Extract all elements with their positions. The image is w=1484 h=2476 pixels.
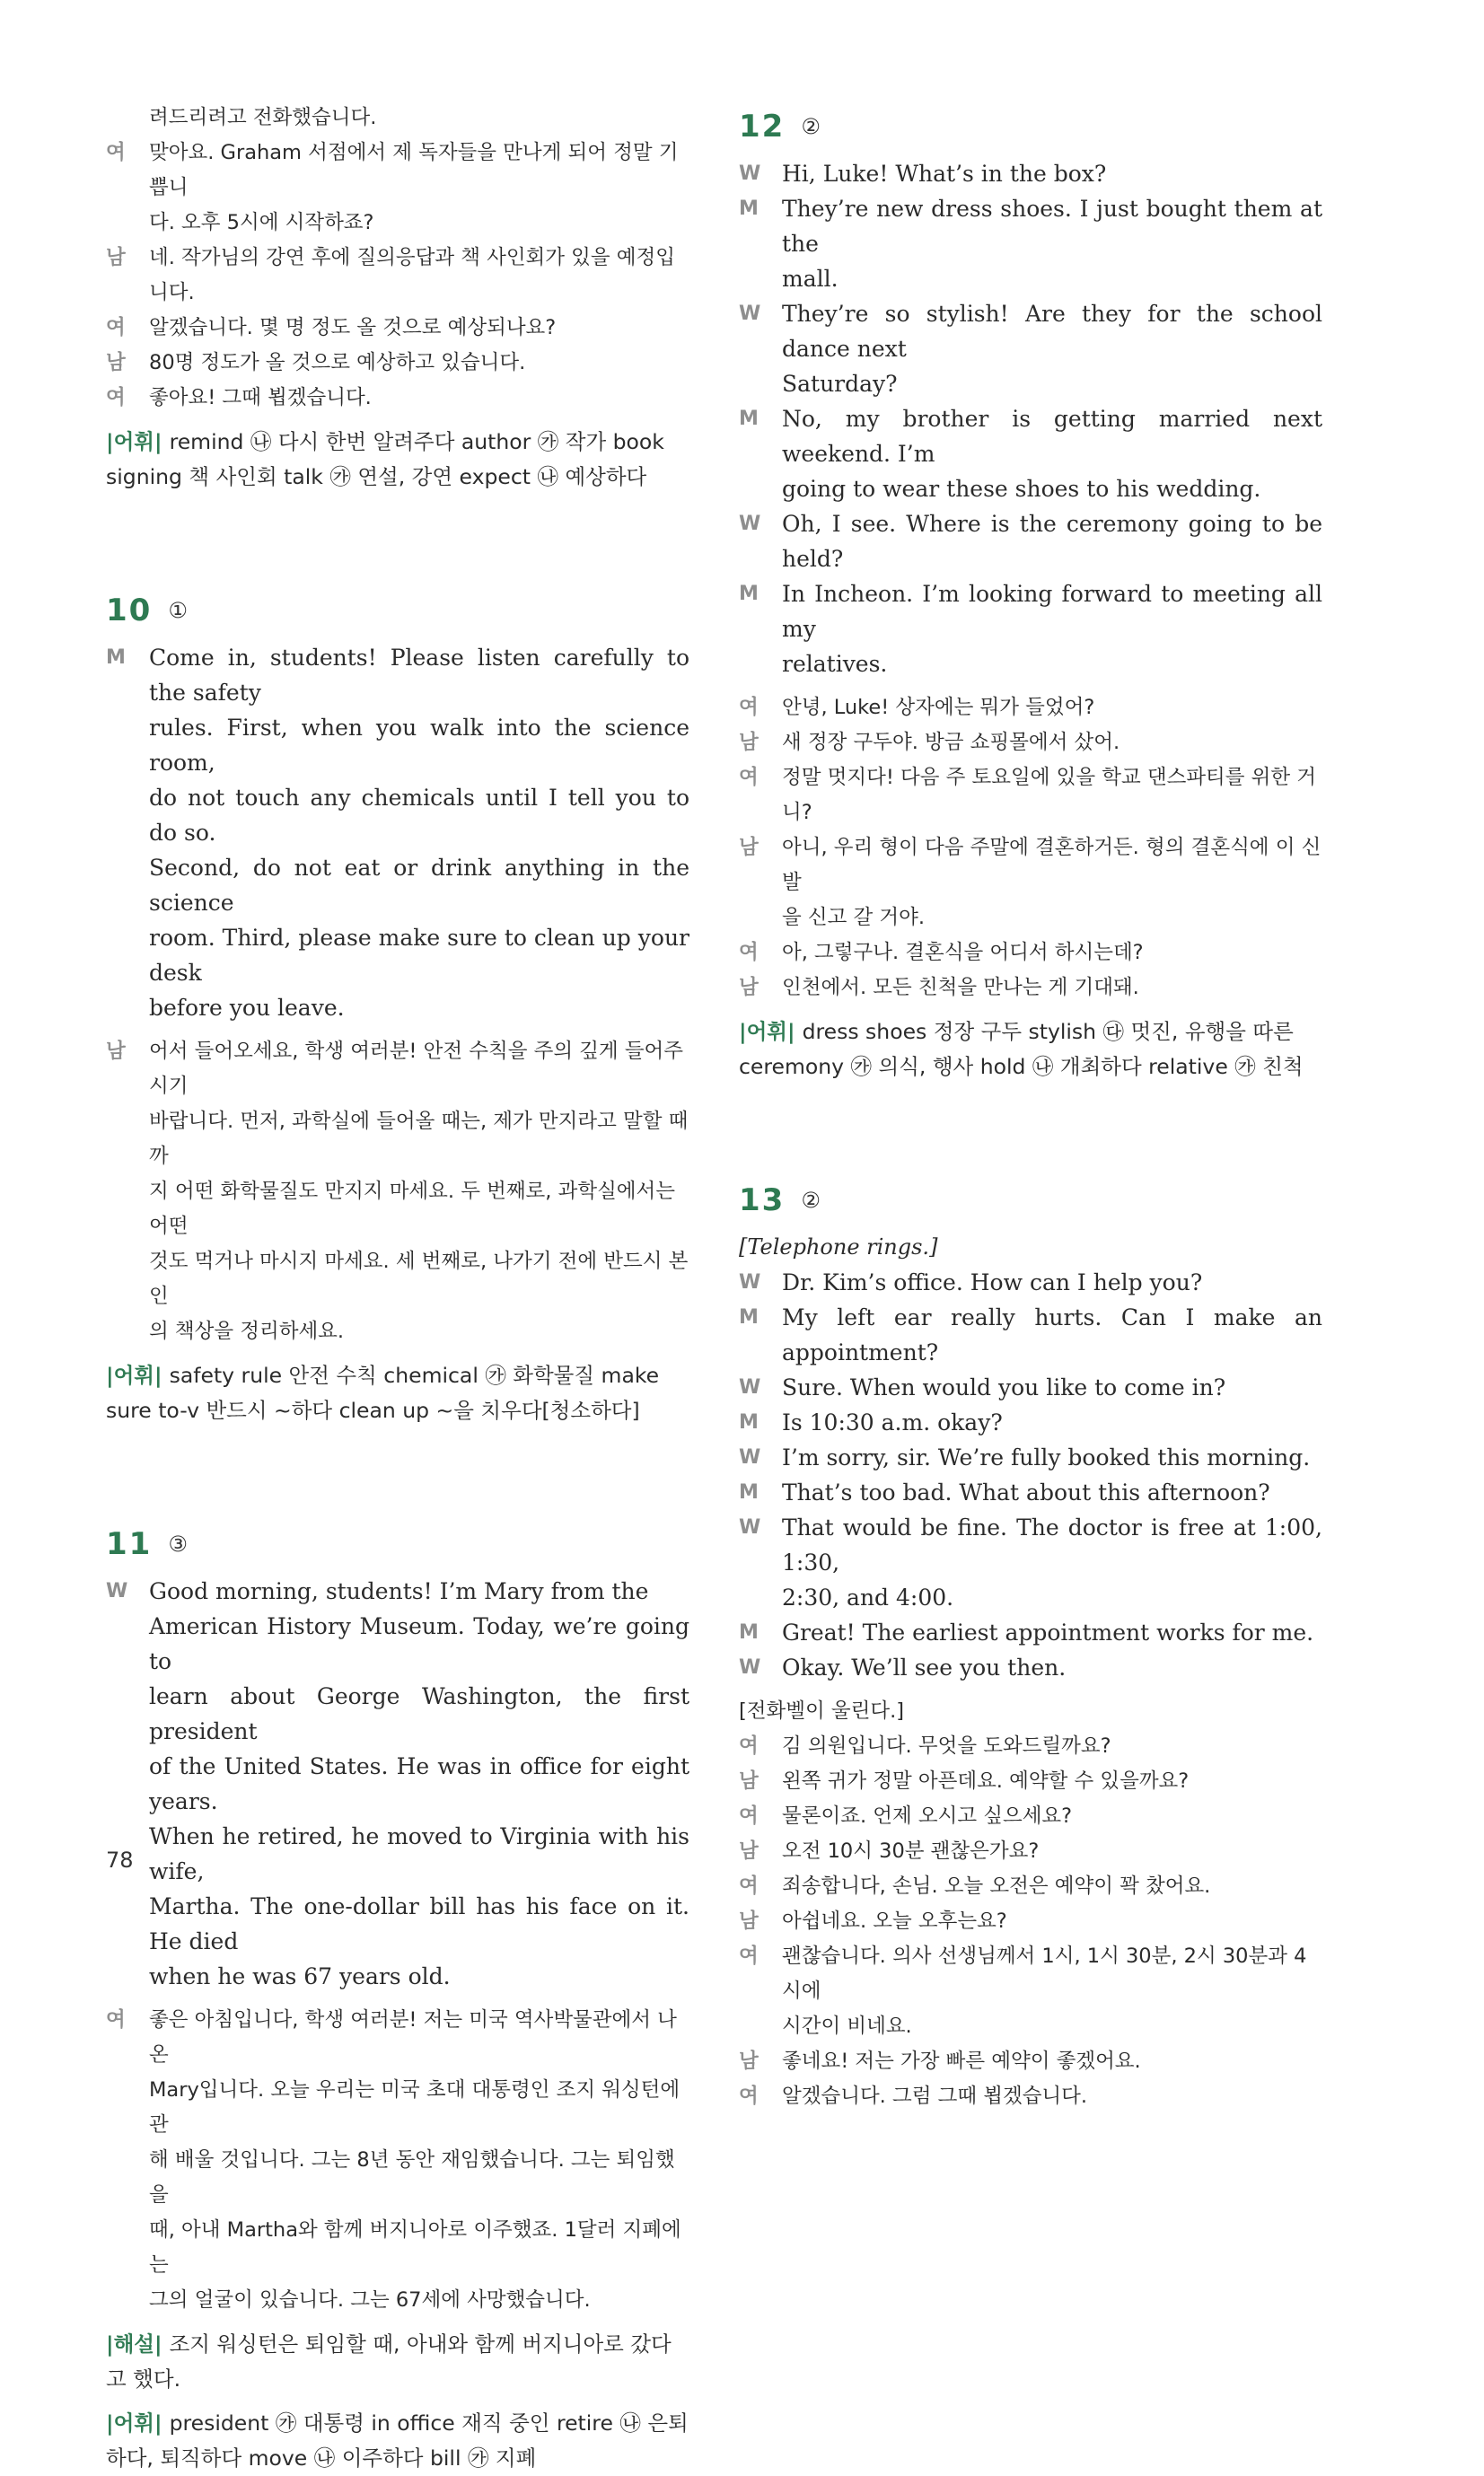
vocabulary-note [739,1014,1322,1084]
speaker-label: M [739,583,759,605]
dialogue-line [739,471,1322,506]
speaker-label: W [739,162,761,185]
line-text: 왼쪽 귀가 정말 아픈데요. 예약할 수 있을까요? [782,1769,1190,1793]
dialogue-line [739,1729,1322,1764]
vocab-text: 하다, 퇴직하다 move ㉯ 이주하다 bill ㉮ 지폐 [106,2445,537,2471]
line-text: 좋은 아침입니다, 학생 여러분! 저는 미국 역사박물관에서 나온 [149,2008,677,2067]
explanation-tag: |해설| [106,2331,162,2357]
vocab-text: president ㉮ 대통령 in office 재직 중인 retire ㉯ 은퇴 [169,2410,689,2436]
speaker-label: 남 [106,1040,126,1063]
dialogue-line [106,1749,689,1819]
vocabulary-note [106,1358,689,1428]
dialogue-line [106,1574,689,1609]
dialogue-line [106,1244,689,1314]
dialogue-line [739,1405,1322,1440]
speaker-label: M [739,408,759,430]
dialogue-line [739,1370,1322,1405]
line-text: 알겠습니다. 그럼 그때 뵙겠습니다. [782,2085,1088,2108]
dialogue-line [106,1819,689,1889]
answer-mark: ① [168,598,188,623]
dialogue-line [739,1869,1322,1904]
line-text: American History Museum. Today, we’re going to [149,1613,689,1674]
line-text: Hi, Luke! What’s in the box? [782,161,1107,187]
line-text: 것도 먹거나 마시지 마세요. 세 번째로, 나가기 전에 반드시 본인 [149,1250,689,1308]
vocab-text: dress shoes 정장 구두 stylish ㉰ 멋진, 유행을 따른 [802,1019,1294,1044]
speaker-label: 여 [739,696,759,719]
question-header [106,1518,689,1570]
line-text: 오전 10시 30분 괜찮은가요? [782,1839,1040,1863]
question-number: 10 [106,593,153,628]
dialogue-line [106,1174,689,1244]
speaker-label: M [106,646,126,669]
dialogue-line [106,1959,689,1994]
line-text: Martha. The one-dollar bill has his face on it. He died [149,1893,689,1954]
vocab-text: ceremony ㉮ 의식, 행사 hold ㉯ 개최하다 relative ㉮ 친척 [739,1054,1304,1079]
q9-continued [106,101,689,495]
dialogue-line [739,690,1322,725]
vocab-text: remind ㉯ 다시 한번 알려주다 author ㉮ 작가 book [169,429,664,454]
line-text: 을 신고 갈 거야. [782,906,926,929]
answer-mark: ③ [168,1532,188,1557]
vocabulary-note [106,425,689,495]
line-text: of the United States. He was in office for eight years. [149,1753,689,1814]
dialogue-line [106,920,689,990]
line-text: 다. 오후 5시에 시작하죠? [149,211,374,234]
dialogue-line [739,2079,1322,2114]
line-text: 2:30, and 4:00. [782,1585,954,1611]
line-text: 해 배울 것입니다. 그는 8년 동안 재임했습니다. 그는 퇴임했을 [149,2148,675,2207]
speaker-label: W [739,513,761,535]
speaker-label: M [739,1621,759,1644]
dialogue-line [106,2143,689,2213]
line-text: Dr. Kim’s office. How can I help you? [782,1269,1203,1295]
line-text: 알겠습니다. 몇 명 정도 올 것으로 예상되나요? [149,316,557,339]
dialogue-line [106,710,689,780]
dialogue-line [739,1834,1322,1869]
speaker-label: 남 [739,976,759,999]
dialogue-line [106,990,689,1025]
vocabulary-note [106,2406,689,2476]
line-text: 때, 아내 Martha와 함께 버지니아로 이주했죠. 1달러 지폐에는 [149,2218,681,2277]
dialogue-line [739,760,1322,830]
dialogue-line [739,1300,1322,1370]
question-number: 12 [739,109,786,145]
dialogue-line [106,640,689,710]
line-text: Second, do not eat or drink anything in the science [149,855,689,916]
dialogue-line [739,366,1322,401]
speaker-label: M [739,1411,759,1434]
dialogue-line [106,101,689,136]
question-header [739,101,1322,153]
question-11 [106,1518,689,2476]
line-text: learn about George Washington, the first president [149,1683,689,1744]
answer-mark: ② [801,114,821,139]
line-text: 네. 작가님의 강연 후에 질의응답과 책 사인회가 있을 예정입니다. [149,246,676,304]
line-text: Mary입니다. 오늘 우리는 미국 초대 대통령인 조지 워싱턴에 관 [149,2078,681,2137]
dialogue-line [739,296,1322,366]
line-text: When he retired, he moved to Virginia with his wife, [149,1823,689,1884]
line-text: 려드리려고 전화했습니다. [149,106,377,129]
dialogue-line [739,935,1322,970]
line-text: 죄송합니다, 손님. 오늘 오전은 예약이 꽉 찼어요. [782,1875,1211,1898]
left-column [106,101,689,2476]
dialogue-line [739,1615,1322,1650]
explanation-note [106,2327,689,2397]
speaker-label: W [106,1580,128,1602]
dialogue-line [739,261,1322,296]
line-text: Oh, I see. Where is the ceremony going to be held? [782,511,1322,572]
line-text: 아쉽네요. 오늘 오후는요? [782,1910,1007,1933]
vocab-text: signing 책 사인회 talk ㉮ 연설, 강연 expect ㉯ 예상하다 [106,464,647,489]
line-text: Okay. We’ll see you then. [782,1655,1067,1681]
line-text: 인천에서. 모든 친척을 만나는 게 기대돼. [782,976,1139,999]
line-text: 의 책상을 정리하세요. [149,1320,345,1343]
dialogue-line [739,1440,1322,1475]
line-text: 물론이죠. 언제 오시고 싶으세요? [782,1804,1073,1828]
speaker-label: 남 [739,1910,759,1933]
vocab-tag: |어휘| [106,2410,162,2436]
dialogue-line [106,780,689,850]
speaker-label: 여 [739,1945,759,1968]
line-text: when he was 67 years old. [149,1963,451,1989]
line-text: Sure. When would you like to come in? [782,1374,1226,1400]
dialogue-line [739,576,1322,646]
speaker-label: 남 [739,1839,759,1863]
line-text: do not touch any chemicals until I tell you to do so. [149,785,689,846]
speaker-label: 여 [739,941,759,964]
line-text: 지 어떤 화학물질도 만지지 마세요. 두 번째로, 과학실에서는 어떤 [149,1180,676,1238]
dialogue-line [739,1764,1322,1799]
speaker-label: W [739,1516,761,1539]
line-text: 그의 얼굴이 있습니다. 그는 67세에 사망했습니다. [149,2288,591,2312]
dialogue-line [739,191,1322,261]
line-text: They’re new dress shoes. I just bought them at the [782,196,1322,257]
question-number: 13 [739,1182,786,1218]
question-13 [739,1174,1322,2114]
speaker-label: 여 [106,2008,126,2032]
dialogue-line [106,206,689,241]
dialogue-line [106,1609,689,1679]
speaker-label: W [739,1446,761,1469]
line-text: mall. [782,266,839,292]
dialogue-line [739,830,1322,900]
line-text: That’s too bad. What about this afternoon? [782,1479,1270,1506]
speaker-label: 여 [106,141,126,164]
line-text: In Incheon. I’m looking forward to meeting all my [782,581,1322,642]
line-text: Good morning, students! I’m Mary from the [149,1578,649,1604]
line-text: going to wear these shoes to his wedding. [782,476,1261,502]
vocab-text: safety rule 안전 수칙 chemical ㉮ 화학물질 make [169,1363,660,1388]
dialogue-line [739,401,1322,471]
dialogue-line [739,1650,1322,1685]
line-text: room. Third, please make sure to clean up your desk [149,925,689,986]
right-column [739,101,1322,2114]
dialogue-line [739,1510,1322,1580]
line-text: No, my brother is getting married next weekend. I’m [782,406,1322,467]
answer-mark: ② [801,1188,821,1213]
speaker-label: 남 [739,2050,759,2073]
dialogue-line [739,1580,1322,1615]
line-text: 아니, 우리 형이 다음 주말에 결혼하거든. 형의 결혼식에 이 신발 [782,836,1322,894]
dialogue-line [106,241,689,311]
question-header [739,1174,1322,1226]
dialogue-line [106,346,689,381]
dialogue-line [106,1314,689,1349]
page-number: 78 [106,1848,134,1873]
dialogue-line [739,970,1322,1005]
dialogue-line [106,2213,689,2283]
speaker-label: 남 [106,351,126,374]
dialogue-line [106,1679,689,1749]
speaker-label: W [739,1271,761,1294]
question-number: 11 [106,1526,153,1562]
speaker-label: 남 [106,246,126,269]
question-header [106,584,689,637]
dialogue-line [739,506,1322,576]
line-text: 바랍니다. 먼저, 과학실에 들어올 때는, 제가 만지라고 말할 때까 [149,1110,689,1168]
dialogue-line [739,646,1322,681]
line-text: Come in, students! Please listen carefully to the safety [149,645,689,706]
line-text: 좋네요! 저는 가장 빠른 예약이 좋겠어요. [782,2050,1141,2073]
line-text: before you leave. [149,995,345,1021]
line-text: 김 의원입니다. 무엇을 도와드릴까요? [782,1734,1111,1758]
speaker-label: 여 [739,766,759,789]
line-text: 괜찮습니다. 의사 선생님께서 1시, 1시 30분, 2시 30분과 4시에 [782,1945,1307,2003]
speaker-label: 여 [106,316,126,339]
dialogue-line [739,1265,1322,1300]
line-text: That would be fine. The doctor is free at 1:00, 1:30, [782,1515,1322,1576]
dialogue-line [739,1939,1322,2009]
dialogue-line [106,1034,689,1104]
line-text: 정말 멋지다! 다음 주 토요일에 있을 학교 댄스파티를 위한 거니? [782,766,1317,824]
line-text: rules. First, when you walk into the science room, [149,715,689,776]
line-text: 어서 들어오세요, 학생 여러분! 안전 수칙을 주의 깊게 들어주시기 [149,1040,684,1098]
line-text: 안녕, Luke! 상자에는 뭐가 들었어? [782,696,1095,719]
line-text: Great! The earliest appointment works for me. [782,1620,1314,1646]
stage-direction-korean: [전화벨이 울린다.] [739,1699,905,1723]
dialogue-line [106,2073,689,2143]
dialogue-line [106,381,689,416]
dialogue-line [106,136,689,206]
dialogue-line [106,311,689,346]
dialogue-line [739,900,1322,935]
speaker-label: M [739,1481,759,1504]
speaker-label: 여 [106,386,126,409]
vocab-tag: |어휘| [106,429,162,454]
question-12 [739,101,1322,1084]
line-text: Is 10:30 a.m. okay? [782,1409,1003,1436]
line-text: 새 정장 구두야. 방금 쇼핑몰에서 샀어. [782,731,1120,754]
speaker-label: W [739,303,761,325]
line-text: My left ear really hurts. Can I make an appointment? [782,1304,1322,1365]
speaker-label: W [739,1656,761,1679]
vocab-text: sure to-v 반드시 ~하다 clean up ~을 치우다[청소하다] [106,1398,640,1423]
line-text: 80명 정도가 올 것으로 예상하고 있습니다. [149,351,526,374]
speaker-label: 남 [739,1769,759,1793]
explanation-text: 조지 워싱턴은 퇴임할 때, 아내와 함께 버지니아로 갔다고 했다. [106,2331,672,2392]
vocab-tag: |어휘| [739,1019,795,1044]
line-text: 좋아요! 그때 뵙겠습니다. [149,386,372,409]
speaker-label: 남 [739,731,759,754]
speaker-label: M [739,198,759,220]
dialogue-line [106,2003,689,2073]
speaker-label: 여 [739,1804,759,1828]
speaker-label: 여 [739,1875,759,1898]
line-text: I’m sorry, sir. We’re fully booked this morning. [782,1444,1311,1471]
dialogue-line [106,2283,689,2318]
stage-direction: [Telephone rings.] [739,1234,938,1260]
line-text: 아, 그렇구나. 결혼식을 어디서 하시는데? [782,941,1144,964]
speaker-label: W [739,1376,761,1399]
line-text: Saturday? [782,371,898,397]
dialogue-line [106,1889,689,1959]
speaker-label: 여 [739,1734,759,1758]
dialogue-line [739,1799,1322,1834]
speaker-label: 남 [739,836,759,859]
dialogue-line [739,1904,1322,1939]
line-text: 맞아요. Graham 서점에서 제 독자들을 만나게 되어 정말 기쁩니 [149,141,679,199]
question-10 [106,584,689,1428]
dialogue-line [739,156,1322,191]
dialogue-line [106,1104,689,1174]
line-text: relatives. [782,651,888,677]
dialogue-line [739,2009,1322,2044]
dialogue-line [739,1475,1322,1510]
speaker-label: M [739,1306,759,1329]
line-text: 시간이 비네요. [782,2015,912,2038]
line-text: They’re so stylish! Are they for the school dance next [782,301,1322,362]
dialogue-line [739,2044,1322,2079]
dialogue-line [106,850,689,920]
dialogue-line [739,725,1322,760]
speaker-label: 여 [739,2085,759,2108]
vocab-tag: |어휘| [106,1363,162,1388]
